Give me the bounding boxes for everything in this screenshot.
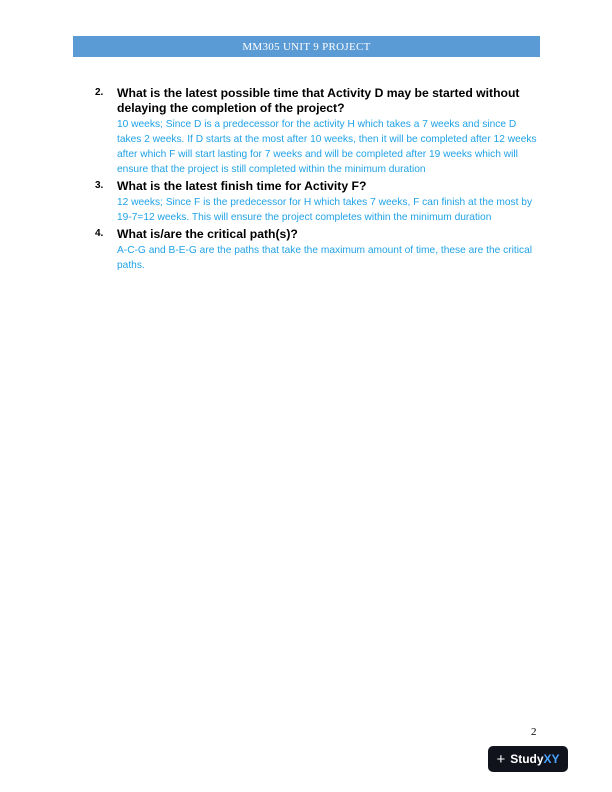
question-item (95, 179, 540, 225)
page-number: 2 (531, 726, 537, 738)
brand-suffix: XY (543, 752, 560, 766)
question-list (95, 86, 540, 275)
answer-text: A-C-G and B-E-G are the paths that take the maximum amount of time, these are the critical paths. (117, 245, 533, 271)
question-item (95, 86, 540, 177)
answer-text: 12 weeks; Since F is the predecessor for H which takes 7 weeks, F can finish at the most by 19-7=12 weeks. This will ensure the project completes within the minimum duration (117, 197, 533, 223)
question-number: 2. (95, 87, 104, 98)
answer-text: 10 weeks; Since D is a predecessor for the activity H which takes a 7 weeks and since D takes 2 weeks. If D starts at the most after 10 weeks, then it will be completed after 12 weeks after which F will start lasting for 7 weeks and will be completed after 19 weeks which will ensure that the project is still completed within the minimum duration (117, 119, 537, 175)
document-header (73, 36, 540, 57)
studyxy-badge[interactable] (488, 746, 568, 772)
question-item (95, 227, 540, 273)
question-number: 3. (95, 180, 104, 191)
question-text: What is the latest finish time for Activity F? (117, 179, 367, 193)
header-title: MM305 UNIT 9 PROJECT (242, 40, 371, 53)
question-number: 4. (95, 228, 104, 239)
brand-prefix: Study (510, 752, 544, 766)
plus-icon: + (496, 750, 506, 768)
question-text: What is/are the critical path(s)? (117, 227, 298, 241)
question-text: What is the latest possible time that Activity D may be started without delaying the completion of the project? (117, 86, 520, 115)
